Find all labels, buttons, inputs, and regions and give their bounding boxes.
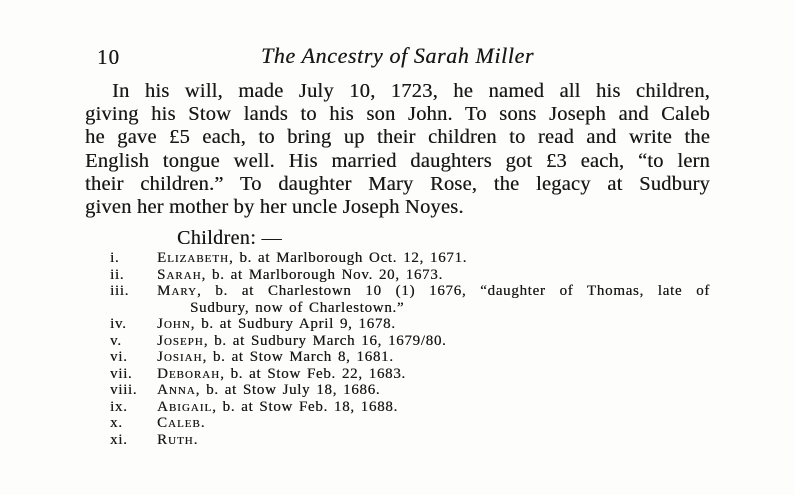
- item-entry-line: [157, 283, 710, 300]
- list-item: [110, 382, 710, 399]
- child-name: Caleb.: [157, 415, 206, 431]
- child-name: Anna: [157, 382, 196, 398]
- item-entry-continuation: Sudbury, now of Charlestown.”: [190, 299, 405, 316]
- item-entry: [157, 366, 710, 383]
- item-numeral: v.: [110, 332, 122, 349]
- child-name: John: [157, 316, 191, 332]
- item-entry: [157, 316, 710, 333]
- list-item: [110, 250, 710, 267]
- children-heading: Children: —: [177, 227, 282, 249]
- item-entry: [157, 283, 710, 316]
- item-entry: [157, 415, 710, 432]
- child-detail: , b. at Stow Feb. 18, 1688.: [212, 398, 398, 415]
- child-name: Abigail: [157, 398, 213, 415]
- child-name: Deborah: [157, 365, 221, 382]
- item-numeral: iv.: [110, 316, 127, 332]
- item-numeral: vii.: [110, 365, 133, 382]
- item-numeral: ix.: [110, 398, 128, 415]
- list-item: [110, 283, 710, 316]
- child-name: Sarah: [157, 266, 202, 283]
- list-item: [110, 432, 710, 449]
- item-entry: [157, 349, 710, 366]
- item-entry: [157, 432, 710, 449]
- item-numeral: ii.: [110, 266, 125, 283]
- item-entry: [157, 382, 710, 399]
- item-entry: [157, 399, 710, 416]
- child-name: Josiah: [157, 349, 203, 365]
- will-paragraph: [85, 80, 710, 219]
- list-item: [110, 333, 710, 350]
- item-entry: [157, 333, 710, 350]
- child-detail: , b. at Sudbury April 9, 1678.: [190, 316, 396, 332]
- item-numeral: viii.: [110, 382, 138, 398]
- page-number: 10: [97, 45, 120, 69]
- child-detail: , b. at Charlestown 10 (1) 1676, “daughter of Thomas, late of: [196, 283, 710, 299]
- paragraph-line: giving his Stow lands to his son John. To sons Joseph and Caleb: [85, 103, 710, 126]
- list-item: [110, 399, 710, 416]
- child-name: Mary: [157, 283, 197, 299]
- child-detail: , b. at Marlborough Oct. 12, 1671.: [228, 250, 468, 266]
- child-name: Ruth.: [157, 431, 199, 448]
- list-item: [110, 415, 710, 432]
- list-item: [110, 349, 710, 366]
- child-detail: , b. at Stow March 8, 1681.: [202, 349, 394, 365]
- running-title: The Ancestry of Sarah Miller: [260, 43, 535, 68]
- item-numeral: iii.: [110, 283, 130, 299]
- paragraph-line: English tongue well. His married daughters got £3 each, “to lern: [85, 149, 710, 172]
- item-entry: [157, 250, 710, 267]
- list-item: [110, 267, 710, 284]
- child-name: Joseph: [157, 332, 204, 349]
- children-list: [110, 250, 710, 448]
- child-name: Elizabeth: [157, 250, 229, 266]
- item-numeral: x.: [110, 415, 123, 431]
- item-entry: [157, 267, 710, 284]
- child-detail: , b. at Sudbury March 16, 1679/80.: [203, 332, 447, 349]
- paragraph-line: their children.” To daughter Mary Rose, the legacy at Sudbury: [85, 172, 710, 195]
- list-item: [110, 316, 710, 333]
- child-detail: , b. at Stow Feb. 22, 1683.: [220, 365, 406, 382]
- item-numeral: i.: [110, 250, 120, 266]
- child-detail: , b. at Stow July 18, 1686.: [195, 382, 381, 398]
- paragraph-line: he gave £5 each, to bring up their children to read and write the: [85, 126, 710, 149]
- item-numeral: xi.: [110, 431, 128, 448]
- child-detail: , b. at Marlborough Nov. 20, 1673.: [201, 266, 443, 283]
- item-numeral: vi.: [110, 349, 128, 365]
- list-item: [110, 366, 710, 383]
- paragraph-line: In his will, made July 10, 1723, he named all his children,: [112, 80, 710, 102]
- paragraph-line: given her mother by her uncle Joseph Noyes.: [85, 196, 464, 219]
